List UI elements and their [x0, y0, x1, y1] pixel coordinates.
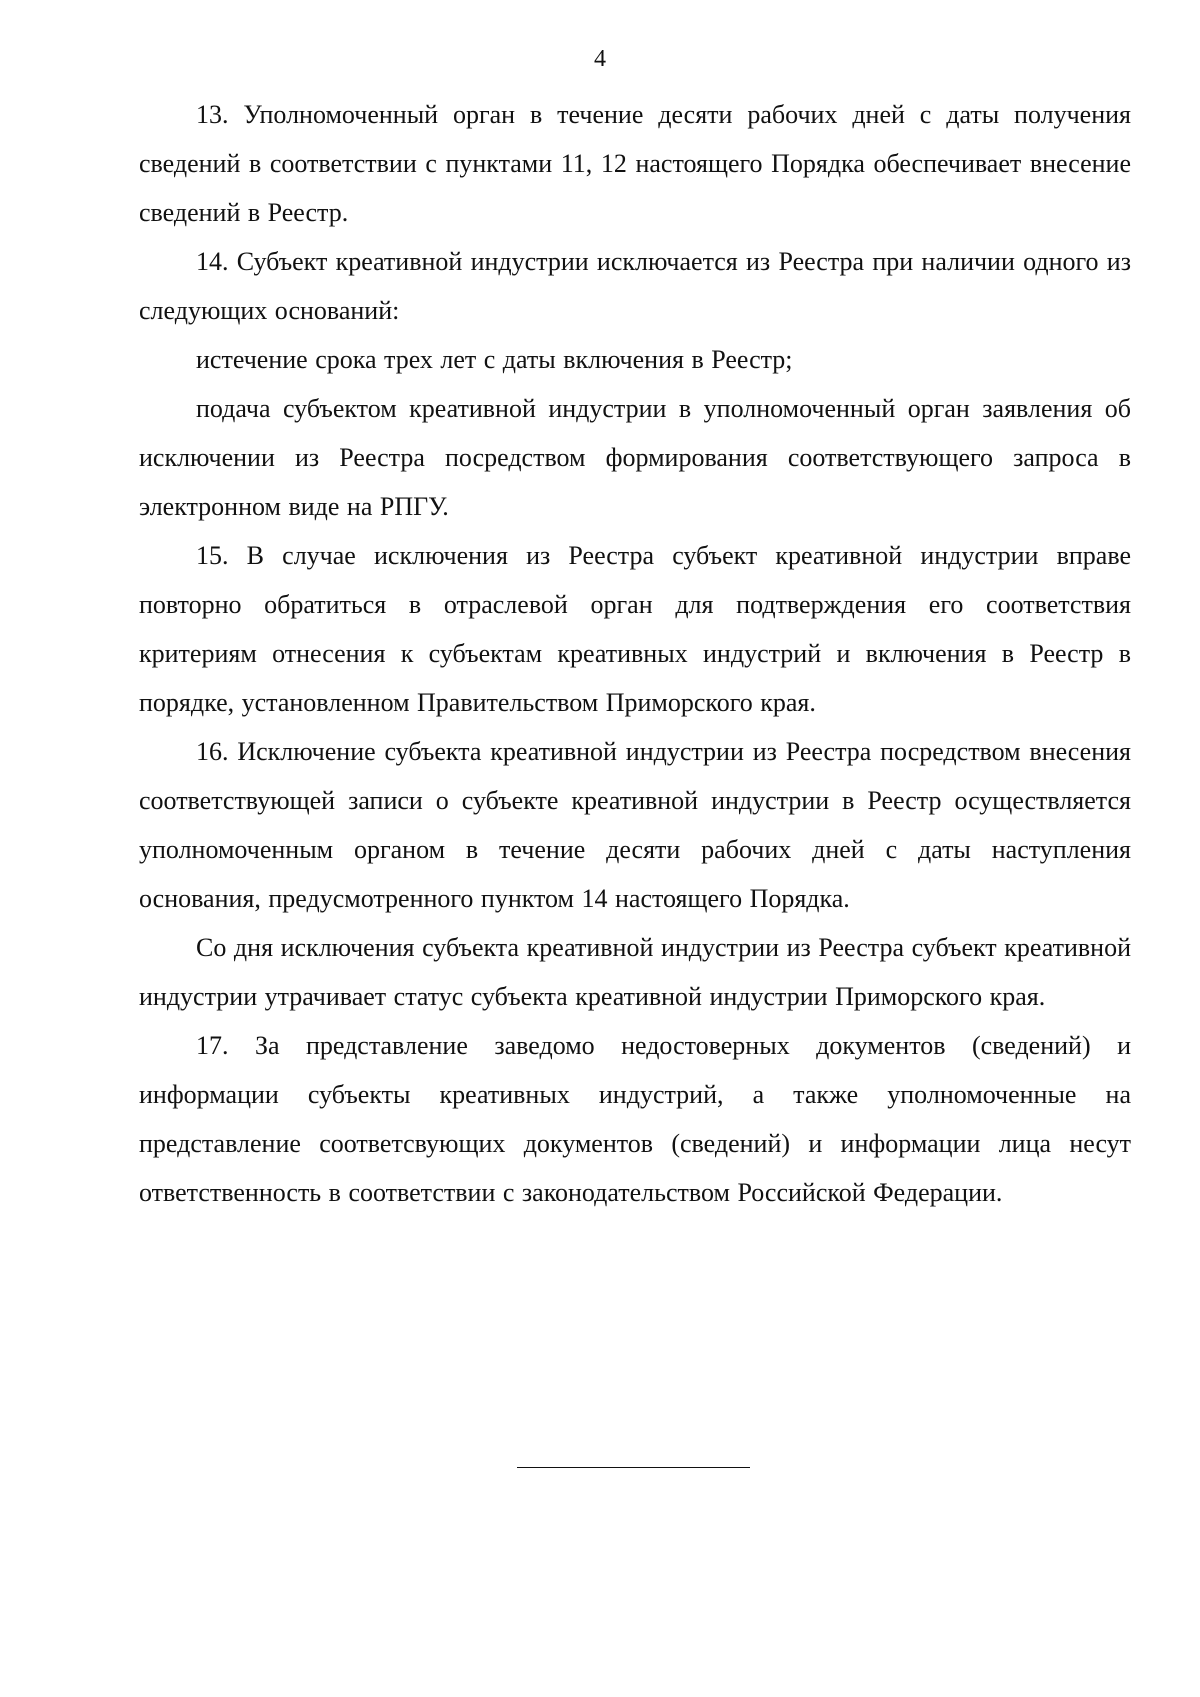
- end-separator-line: [517, 1467, 750, 1468]
- paragraph-16-status: Со дня исключения субъекта креативной индустрии из Реестра субъект креативной индустрии утрачивает статус субъекта креативной индустрии Приморского края.: [139, 933, 1131, 1011]
- paragraph-14-ground-1: истечение срока трех лет с даты включения в Реестр;: [196, 345, 793, 374]
- paragraph-17: 17. За представление заведомо недостоверных документов (сведений) и информации субъекты креативных индустрий, а также уполномоченные на представление соответсвующих документов (сведений) и информации лица несут ответственность в соответствии с законодательством Российской Федерации.: [139, 1031, 1131, 1207]
- document-body: [139, 90, 1131, 1217]
- paragraph-13: 13. Уполномоченный орган в течение десяти рабочих дней с даты получения сведений в соответствии с пунктами 11, 12 настоящего Порядка обеспечивает внесение сведений в Реестр.: [139, 100, 1131, 227]
- paragraph-14: 14. Субъект креативной индустрии исключается из Реестра при наличии одного из следующих оснований:: [139, 247, 1131, 325]
- paragraph-16: 16. Исключение субъекта креативной индустрии из Реестра посредством внесения соответствующей записи о субъекте креативной индустрии в Реестр осуществляется уполномоченным органом в течение десяти рабочих дней с даты наступления основания, предусмотренного пунктом 14 настоящего Порядка.: [139, 737, 1131, 913]
- paragraph-14-ground-2: подача субъектом креативной индустрии в уполномоченный орган заявления об исключении из Реестра посредством формирования соответствующего запроса в электронном виде на РПГУ.: [139, 394, 1131, 521]
- page-number: 4: [594, 46, 606, 72]
- paragraph-15: 15. В случае исключения из Реестра субъект креативной индустрии вправе повторно обратиться в отраслевой орган для подтверждения его соответствия критериям отнесения к субъектам креативных индустрий и включения в Реестр в порядке, установленном Правительством Приморского края.: [139, 541, 1131, 717]
